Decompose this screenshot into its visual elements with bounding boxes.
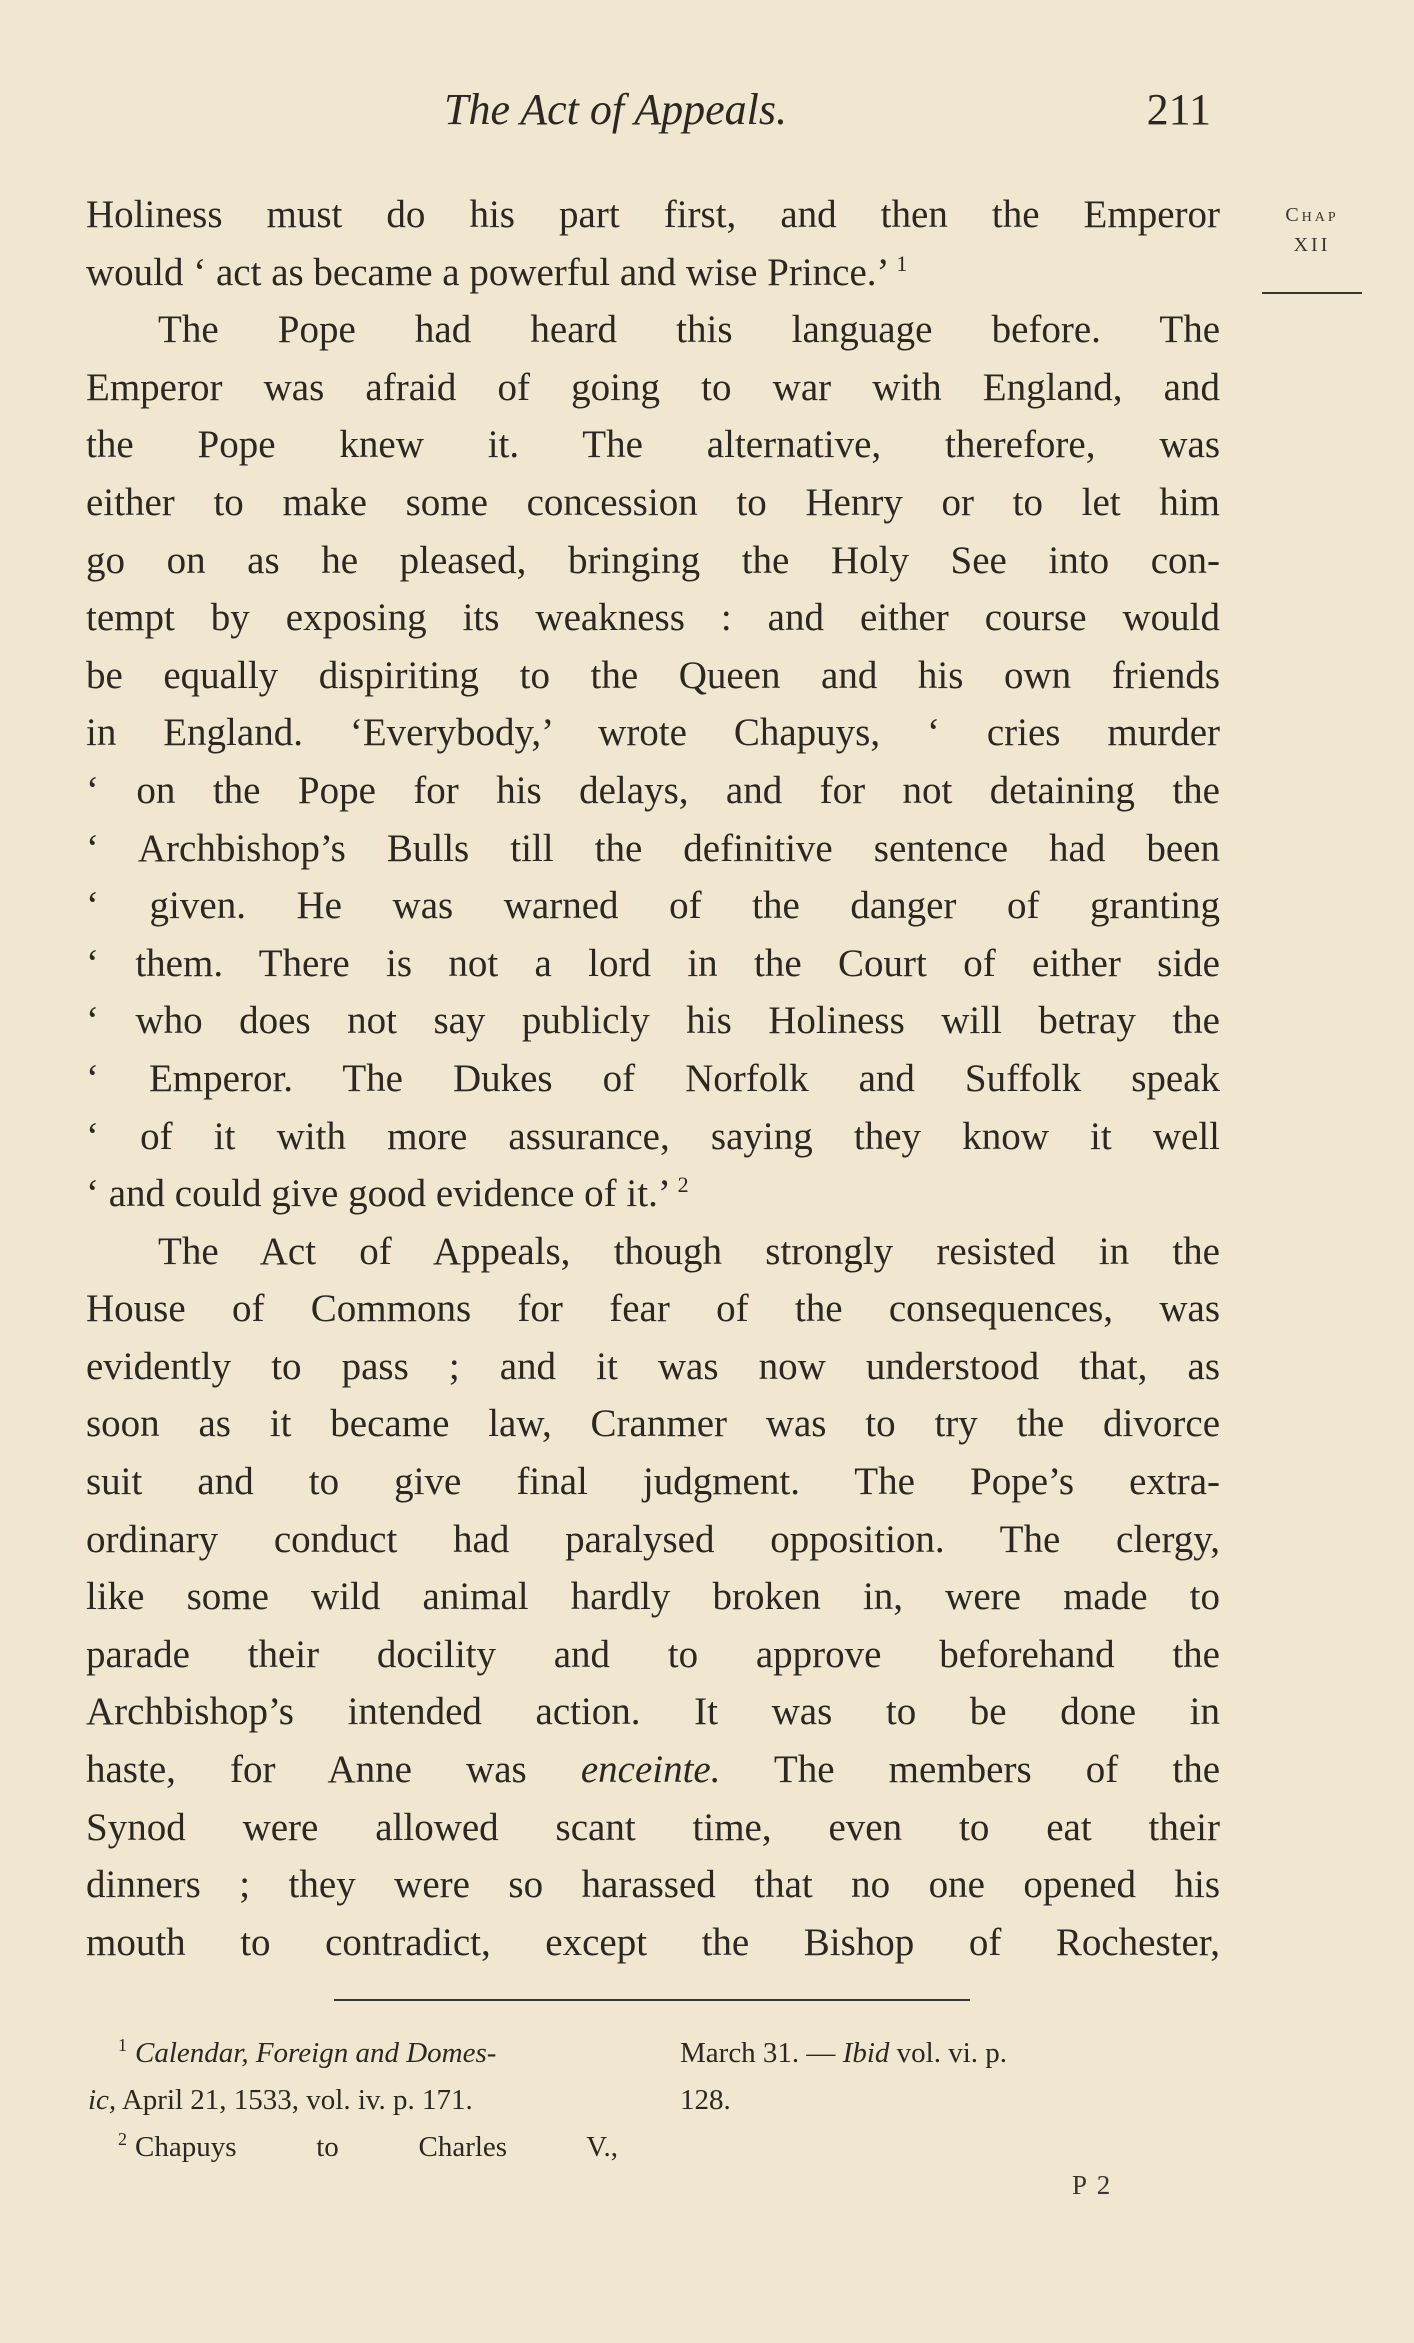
footnote-2: $^2$ Chapuys to Charles V., bbox=[118, 2129, 618, 2163]
body-line: mouth to contradict, except the Bishop of Rochester, bbox=[86, 1920, 1220, 1964]
running-title: The Act of Appeals. bbox=[444, 85, 788, 134]
footnotes-right-column bbox=[680, 2030, 1225, 2124]
chapter-number: XII bbox=[1293, 234, 1331, 256]
italic-word-enceinte: enceinte. bbox=[580, 1748, 721, 1792]
footnote-ref-1: 1 bbox=[896, 250, 908, 276]
body-line: in England. ‘Everybody,’ wrote Chapuys, ‘ cries murder bbox=[86, 711, 1220, 755]
body-line: ‘ and could give good evidence of it.’ $^2$ bbox=[86, 1172, 689, 1216]
body-line: evidently to pass ; and it was now understood that, as bbox=[86, 1344, 1220, 1388]
body-line: ordinary conduct had paralysed opposition. The clergy, bbox=[86, 1517, 1220, 1561]
footnote-2-cont-2: 128. bbox=[680, 2084, 731, 2116]
footnote-1-cont: ic, April 21, 1533, vol. iv. p. 171. bbox=[88, 2084, 473, 2116]
body-line: ‘ who does not say publicly his Holiness will betray the bbox=[86, 999, 1220, 1043]
footnote-mark-1: 1 bbox=[118, 2035, 127, 2056]
body-line: Emperor was afraid of going to war with England, and bbox=[86, 365, 1220, 409]
body-line: the Pope knew it. The alternative, therefore, was bbox=[86, 423, 1220, 467]
body-line: soon as it became law, Cranmer was to try the divorce bbox=[86, 1402, 1220, 1446]
body-line: haste, for Anne was enceinte. The members of the bbox=[86, 1748, 1221, 1792]
sidenote-rule bbox=[1262, 292, 1362, 294]
body-line: ‘ Archbishop’s Bulls till the definitive sentence had been bbox=[86, 826, 1220, 870]
page-number: 211 bbox=[1146, 85, 1211, 134]
body-line: tempt by exposing its weakness : and either course would bbox=[86, 596, 1220, 640]
body-line: ‘ given. He was warned of the danger of granting bbox=[86, 884, 1220, 928]
footnote-mark-2: 2 bbox=[118, 2129, 127, 2150]
chapter-sidenote bbox=[1262, 200, 1362, 260]
body-line: dinners ; they were so harassed that no one opened his bbox=[86, 1863, 1220, 1907]
body-line: ‘ of it with more assurance, saying they know it well bbox=[86, 1114, 1220, 1158]
body-line: ‘ them. There is not a lord in the Court of either side bbox=[86, 941, 1220, 985]
footnote-2-cont: March 31. — Ibid vol. vi. p. bbox=[680, 2037, 1008, 2069]
footnote-rule bbox=[334, 1999, 970, 2001]
running-head bbox=[0, 80, 1414, 140]
body-line: parade their docility and to approve beforehand the bbox=[86, 1632, 1220, 1676]
body-line: suit and to give final judgment. The Pope’s extra- bbox=[86, 1460, 1220, 1504]
body-line: Synod were allowed scant time, even to eat their bbox=[86, 1805, 1220, 1849]
body-line: The Pope had heard this language before. The bbox=[158, 308, 1220, 352]
footnote-1: $^1$ Calendar, Foreign and Domes- bbox=[118, 2035, 497, 2069]
footnote-ref-2: 2 bbox=[677, 1172, 689, 1198]
body-line: ‘ Emperor. The Dukes of Norfolk and Suffolk speak bbox=[86, 1056, 1220, 1100]
printer-signature: P 2 bbox=[1072, 2170, 1113, 2200]
body-line: House of Commons for fear of the consequences, was bbox=[86, 1287, 1220, 1331]
body-line: ‘ on the Pope for his delays, and for not detaining the bbox=[86, 768, 1220, 812]
body-line: either to make some concession to Henry or to let him bbox=[86, 480, 1220, 524]
body-line: The Act of Appeals, though strongly resisted in the bbox=[158, 1229, 1220, 1273]
body-line: would ‘ act as became a powerful and wise Prince.’ $^1$ bbox=[86, 250, 908, 294]
body-line: Holiness must do his part first, and then the Emperor bbox=[86, 193, 1220, 236]
chapter-label: Chap bbox=[1285, 204, 1339, 226]
body-text bbox=[86, 186, 1220, 1971]
body-line: be equally dispiriting to the Queen and his own friends bbox=[86, 653, 1220, 697]
body-line: Archbishop’s intended action. It was to be done in bbox=[86, 1690, 1220, 1734]
footnotes-left-column bbox=[88, 2030, 648, 2171]
body-line: go on as he pleased, bringing the Holy See into con- bbox=[86, 538, 1220, 582]
body-line: like some wild animal hardly broken in, were made to bbox=[86, 1575, 1220, 1619]
